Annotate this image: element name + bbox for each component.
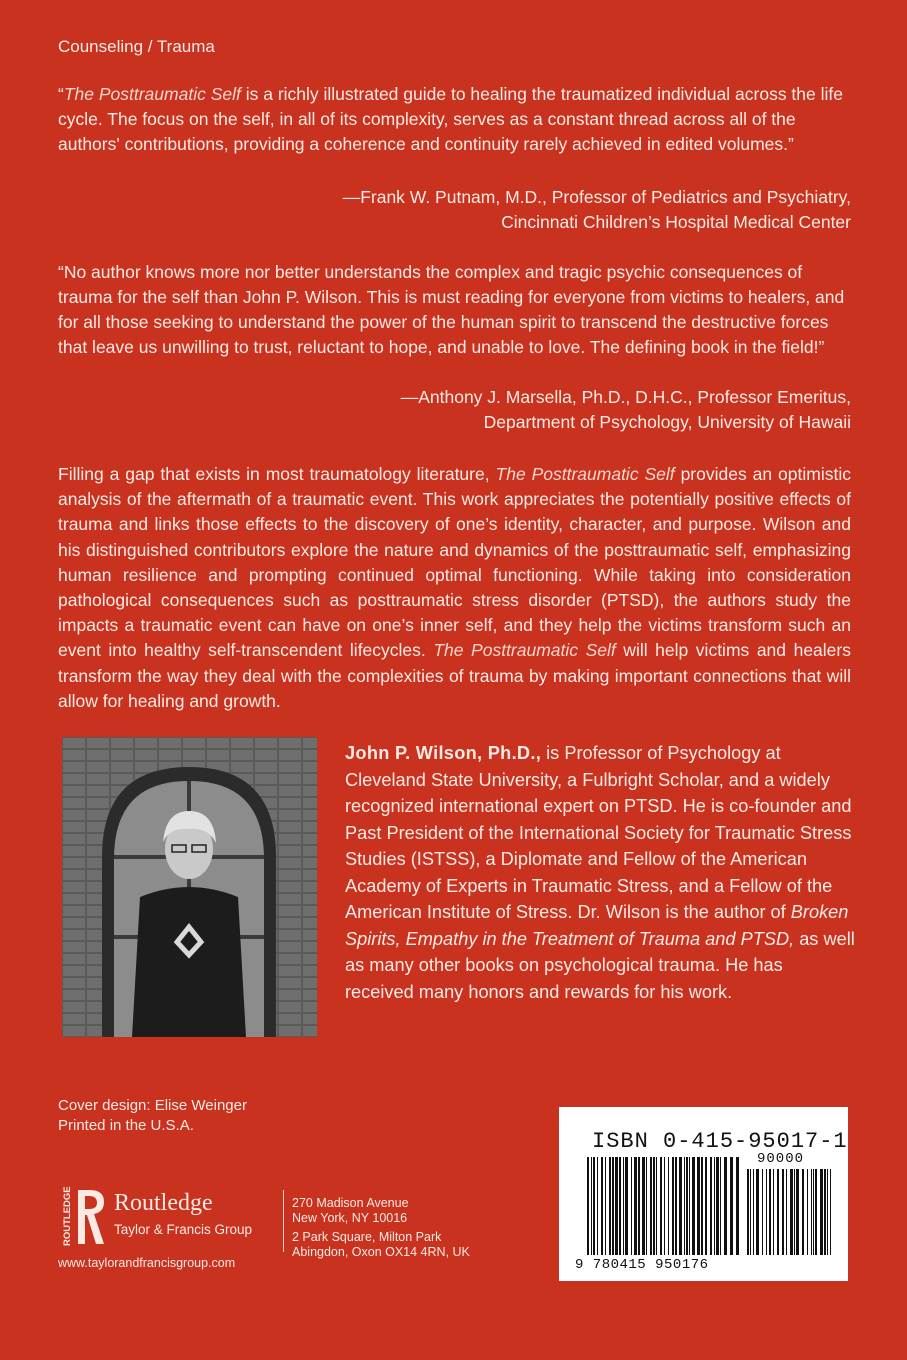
ean-number: 9 780415 950176: [575, 1257, 709, 1273]
addon-bar: [777, 1169, 779, 1255]
isbn-text: ISBN 0-415-95017-1: [592, 1129, 848, 1154]
addon-bar: [811, 1169, 812, 1255]
attribution-line: —Anthony J. Marsella, Ph.D., D.H.C., Professor Emeritus,: [400, 387, 851, 407]
publisher-name: Routledge: [114, 1190, 213, 1216]
open-quote: “: [58, 84, 64, 104]
barcode-bar: [664, 1157, 665, 1255]
addon-bar: [786, 1169, 787, 1255]
attribution-line: Cincinnati Children’s Hospital Medical Center: [501, 212, 851, 232]
barcode-bar: [720, 1157, 721, 1255]
addon-bar: [773, 1169, 774, 1255]
barcode-bar: [642, 1157, 645, 1255]
routledge-emblem: [58, 1186, 110, 1248]
address-line: Abingdon, Oxon OX14 4RN, UK: [292, 1245, 470, 1259]
attribution-line: —Frank W. Putnam, M.D., Professor of Pediatrics and Psychiatry,: [342, 187, 851, 207]
endorsement-quote-1: [58, 82, 851, 157]
barcode-bar: [625, 1157, 628, 1255]
routledge-logo-icon: [58, 1186, 110, 1253]
barcode-bar: [591, 1157, 592, 1255]
addon-bar: [820, 1169, 823, 1255]
cover-design-credit: Cover design: Elise Weinger: [58, 1097, 247, 1114]
barcode-bar: [656, 1157, 657, 1255]
barcode-bar: [597, 1157, 598, 1255]
book-title-inline: The Posttraumatic Self: [495, 464, 675, 484]
addon-bar: [827, 1169, 828, 1255]
attribution-2: [401, 385, 851, 435]
barcode-bar: [593, 1157, 595, 1255]
bio-text: as well as many other books on psychological trauma. He has received many honors and rewards for his work.: [345, 928, 855, 1002]
category-label: Counseling / Trauma: [58, 37, 215, 56]
description-text: provides an optimistic analysis of the aftermath of a traumatic event. This work appreciates the potentially positive effects of trauma and links those effects to the discovery of one’s identity, character, and purpose. Wilson and his distinguished contributors explore the nature and dynamics of the posttraumatic self, emphasizing human resilience and prompting continued optimal functioning. While taking into consideration pathological consequences such as posttraumatic stress disorder (PTSD), the authors study the impacts a traumatic event can have on one’s inner self, and they help the victims transform such an event into healthy self-transcendent lifecycles.: [58, 464, 851, 661]
book-title-inline: The Posttraumatic Self: [63, 84, 241, 104]
barcode-bar: [689, 1157, 690, 1255]
barcode-bar: [587, 1157, 589, 1255]
barcode-bar: [631, 1157, 632, 1255]
addon-bar: [830, 1169, 831, 1255]
barcode-bar: [697, 1157, 700, 1255]
description-text: will help victims and healers transform the way they deal with the complexities of trauma by making important connections that will allow for healing and growth.: [58, 640, 851, 711]
barcode-bar: [638, 1157, 640, 1255]
barcode-bar: [668, 1157, 669, 1255]
addon-bar: [762, 1169, 763, 1255]
barcode-bar: [619, 1157, 621, 1255]
barcode-bar: [730, 1157, 733, 1255]
routledge-vertical-text: ROUTLEDGE: [62, 1186, 73, 1246]
barcode-bar: [601, 1157, 603, 1255]
addon-bar: [750, 1169, 751, 1255]
barcode-block: [559, 1107, 848, 1281]
printed-in: Printed in the U.S.A.: [58, 1117, 194, 1134]
barcode-bar: [675, 1157, 677, 1255]
book-description: [58, 462, 851, 714]
barcode-bar: [609, 1157, 611, 1255]
addon-bar: [815, 1169, 817, 1255]
author-photo-illustration: [62, 737, 317, 1037]
address-line: 270 Madison Avenue: [292, 1196, 409, 1210]
book-list: Broken Spirits, Empathy in the Treatment of Trauma and PTSD,: [345, 902, 849, 949]
barcode-bar: [634, 1157, 637, 1255]
barcode-bar: [679, 1157, 682, 1255]
barcode-bar: [705, 1157, 707, 1255]
addon-bar: [782, 1169, 784, 1255]
publisher-website: www.taylorandfrancisgroup.com: [58, 1256, 236, 1270]
endorsement-quote-2: “No author knows more nor better understands the complex and tragic psychic consequences of trauma for the self than John P. Wilson. This is must reading for everyone from victims to healers, and for all those seeking to understand the power of the human spirit to transcend the destructive forces that leave us unwilling to trust, reluctant to hope, and unable to love. The defining book in the field!”: [58, 262, 845, 357]
addon-bar: [807, 1169, 808, 1255]
barcode-bar: [714, 1157, 715, 1255]
barcode-bar: [650, 1157, 652, 1255]
barcode-bar: [736, 1157, 739, 1255]
description-text: Filling a gap that exists in most traumatology literature,: [58, 464, 496, 484]
barcode-bar: [672, 1157, 674, 1255]
addon-bar: [790, 1169, 793, 1255]
addon-bar: [747, 1169, 749, 1255]
author-name: John P. Wilson, Ph.D.,: [345, 743, 542, 763]
author-photo: [62, 737, 317, 1037]
address-line: 2 Park Square, Milton Park: [292, 1230, 442, 1244]
barcode-bar: [605, 1157, 606, 1255]
quote-text: is a richly illustrated guide to healing the traumatized individual across the life cycle. The focus on the self, in all of its complexity, serves as a constant thread across all of the authors' contributions, providing a coherence and continuity rarely achieved in edited volumes.”: [58, 84, 843, 154]
barcode-bar: [623, 1157, 624, 1255]
publisher-group: Taylor & Francis Group: [114, 1222, 253, 1237]
author-bio: [345, 740, 855, 1005]
barcode-bar: [710, 1157, 712, 1255]
barcode-bar: [646, 1157, 647, 1255]
attribution-1: [343, 185, 851, 235]
attribution-line: Department of Psychology, University of Hawaii: [483, 412, 851, 432]
barcode-bar: [716, 1157, 719, 1255]
barcode-bar: [612, 1157, 614, 1255]
addon-bar: [756, 1169, 759, 1255]
publisher-addresses: [292, 1196, 470, 1260]
barcode-bars: [559, 1107, 848, 1281]
price-code: 90000: [757, 1151, 805, 1167]
addon-bar: [753, 1169, 754, 1255]
addon-bar: [824, 1169, 826, 1255]
addon-bar: [796, 1169, 799, 1255]
divider: [283, 1190, 284, 1252]
addon-bar: [813, 1169, 814, 1255]
barcode-bar: [701, 1157, 703, 1255]
addon-bar: [766, 1169, 767, 1255]
address-line: New York, NY 10016: [292, 1211, 408, 1225]
barcode-bar: [615, 1157, 618, 1255]
barcode-bar: [724, 1157, 727, 1255]
addon-bar: [802, 1169, 804, 1255]
addon-bar: [769, 1169, 771, 1255]
bio-text: is Professor of Psychology at Cleveland State University, a Fulbright Scholar, and a widely recognized international expert on PTSD. He is co-founder and Past President of the International Society for Traumatic Stress Studies (ISTSS), a Diplomate and Fellow of the American Academy of Experts in Traumatic Stress, and a Fellow of the American Institute of Stress. Dr. Wilson is the author of: [345, 743, 852, 922]
barcode-bar: [692, 1157, 695, 1255]
credits: [58, 1096, 247, 1136]
book-title-inline: The Posttraumatic Self: [433, 640, 616, 661]
barcode-bar: [684, 1157, 685, 1255]
barcode-bar: [653, 1157, 655, 1255]
barcode-bar: [660, 1157, 662, 1255]
addon-bar: [794, 1169, 795, 1255]
barcode-bar: [686, 1157, 688, 1255]
